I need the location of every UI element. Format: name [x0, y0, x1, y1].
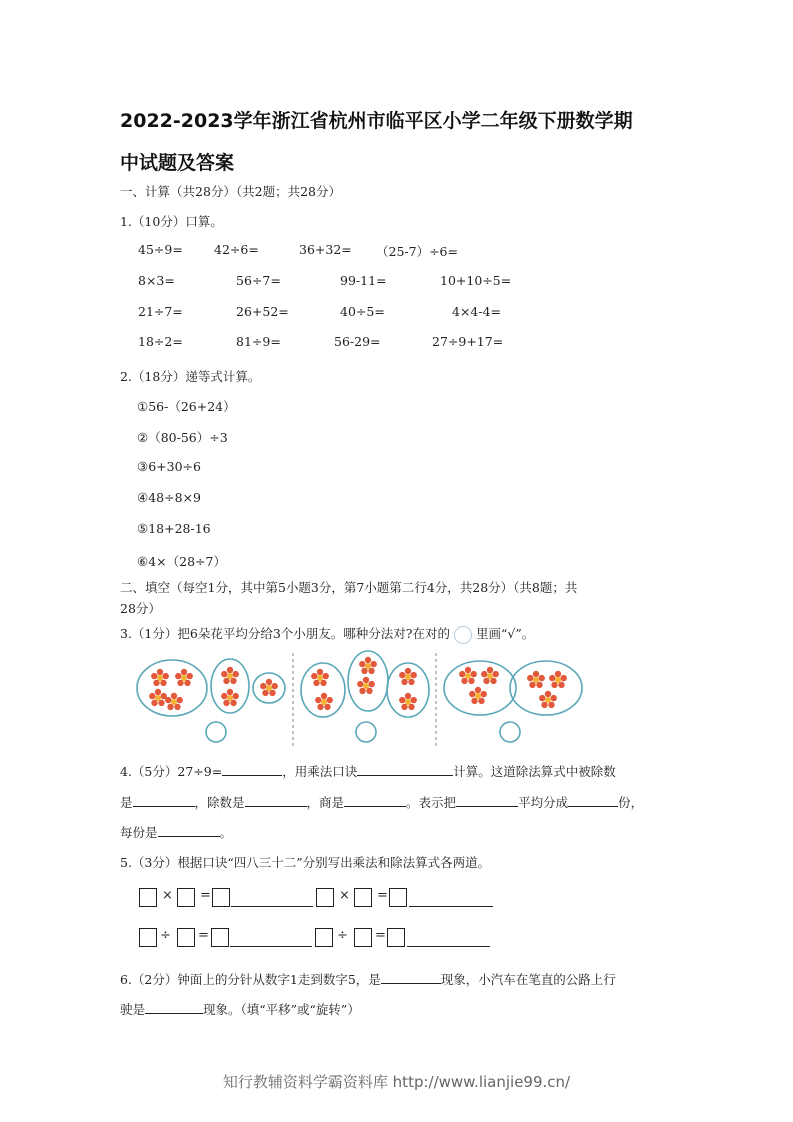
q1-cell: 26+52= — [236, 304, 289, 319]
answer-blank[interactable] — [133, 792, 195, 807]
answer-box[interactable] — [177, 888, 195, 907]
q5-label: 5.（3分）根据口诀“四八三十二”分别写出乘法和除法算式各两道。 — [120, 855, 491, 870]
section-2-heading-cont: 28分） — [120, 601, 161, 616]
q1-cell: 81÷9= — [236, 334, 281, 349]
answer-box[interactable] — [211, 928, 229, 947]
answer-box[interactable] — [212, 888, 230, 907]
answer-box[interactable] — [316, 888, 334, 907]
answer-box[interactable] — [139, 928, 157, 947]
answer-circle-icon — [454, 626, 472, 644]
q1-cell: 40÷5= — [340, 304, 385, 319]
answer-box[interactable] — [315, 928, 333, 947]
q4-line-2 — [120, 792, 643, 811]
equals-sign: = — [377, 888, 388, 903]
q1-cell: 56÷7= — [236, 273, 281, 288]
answer-box[interactable] — [387, 928, 405, 947]
flower-division-figure — [134, 648, 604, 748]
times-sign: × — [162, 888, 173, 903]
equals-sign: = — [375, 928, 386, 943]
q1-cell: 36+32= — [299, 242, 352, 257]
q1-cell: 4×4-4= — [452, 304, 502, 319]
q4-line-1 — [120, 761, 616, 780]
q4-text: ，商是 — [306, 795, 345, 810]
answer-blank[interactable] — [222, 761, 282, 776]
answer-box[interactable] — [389, 888, 407, 907]
q1-cell: 42÷6= — [214, 242, 259, 257]
answer-box[interactable] — [354, 928, 372, 947]
times-sign: × — [339, 888, 350, 903]
section-2-heading: 二、填空（每空1分，其中第5小题3分，第7小题第二行4分，共28分）（共8题；共 — [120, 580, 578, 595]
q1-cell: 21÷7= — [138, 304, 183, 319]
answer-blank[interactable] — [145, 999, 203, 1014]
q2-item: ③6+30÷6 — [137, 459, 201, 474]
q3-text-b: 里画“√”。 — [476, 626, 535, 641]
q2-item: ⑤18+28-16 — [137, 521, 211, 536]
answer-line[interactable] — [409, 905, 493, 907]
q6-line-2 — [120, 999, 360, 1018]
q1-cell: （25-7）÷6= — [376, 244, 458, 259]
q6-line-1 — [120, 969, 616, 988]
q4-text: 份， — [618, 795, 644, 810]
equals-sign: = — [198, 928, 209, 943]
answer-box[interactable] — [139, 888, 157, 907]
q6-text: 6.（2分）钟面上的分针从数字1走到数字5，是 — [120, 972, 381, 987]
answer-line[interactable] — [407, 945, 490, 947]
q2-item: ②（80-56）÷3 — [137, 430, 228, 445]
answer-line[interactable] — [230, 945, 312, 947]
q4-text: 计算。这道除法算式中被除数 — [453, 764, 616, 779]
answer-blank[interactable] — [344, 792, 406, 807]
q6-text: 驶是 — [120, 1002, 146, 1017]
answer-blank[interactable] — [245, 792, 307, 807]
answer-blank[interactable] — [456, 792, 518, 807]
q4-text: 每份是 — [120, 825, 158, 840]
q1-label: 1.（10分）口算。 — [120, 214, 223, 229]
q2-item: ④48÷8×9 — [137, 490, 201, 505]
q4-text: 。 — [219, 825, 233, 840]
doc-title-line-2: 中试题及答案 — [120, 152, 235, 174]
q1-cell: 27÷9+17= — [432, 334, 504, 349]
answer-blank[interactable] — [568, 792, 618, 807]
q1-cell: 56-29= — [334, 334, 381, 349]
q3-question — [120, 624, 534, 644]
doc-title-line-1: 2022-2023学年浙江省杭州市临平区小学二年级下册数学期 — [120, 110, 633, 132]
footer-watermark: 知行教辅资料学霸资料库 http://www.lianjie99.cn/ — [222, 1073, 571, 1091]
q1-cell: 45÷9= — [138, 242, 183, 257]
answer-blank[interactable] — [158, 822, 220, 837]
q4-line-3 — [120, 822, 232, 841]
divide-sign: ÷ — [160, 928, 171, 943]
q4-text: ，用乘法口诀 — [282, 764, 358, 779]
q1-cell: 18÷2= — [138, 334, 183, 349]
q6-text: 现象。（填“平移”或“旋转”） — [203, 1002, 360, 1017]
q2-item: ①56-（26+24） — [137, 399, 236, 414]
answer-box[interactable] — [354, 888, 372, 907]
q1-cell: 99-11= — [340, 273, 387, 288]
divide-sign: ÷ — [337, 928, 348, 943]
answer-line[interactable] — [231, 905, 313, 907]
section-1-heading: 一、计算（共28分）（共2题；共28分） — [120, 184, 342, 199]
q3-text-a: 3.（1分）把6朵花平均分给3个小朋友。哪种分法对?在对的 — [120, 626, 450, 641]
answer-blank[interactable] — [357, 761, 453, 776]
q2-item: ⑥4×（28÷7） — [137, 554, 226, 569]
equals-sign: = — [200, 888, 211, 903]
q4-text: ，除数是 — [194, 795, 245, 810]
answer-blank[interactable] — [381, 969, 441, 984]
q2-label: 2.（18分）递等式计算。 — [120, 369, 261, 384]
q4-text: 。表示把 — [406, 795, 457, 810]
q1-cell: 8×3= — [138, 273, 175, 288]
answer-box[interactable] — [177, 928, 195, 947]
q4-text: 4.（5分）27÷9= — [120, 764, 223, 779]
q4-text: 是 — [120, 795, 133, 810]
q4-text: 平均分成 — [518, 795, 569, 810]
q1-cell: 10+10÷5= — [440, 273, 512, 288]
q6-text: 现象，小汽车在笔直的公路上行 — [440, 972, 616, 987]
